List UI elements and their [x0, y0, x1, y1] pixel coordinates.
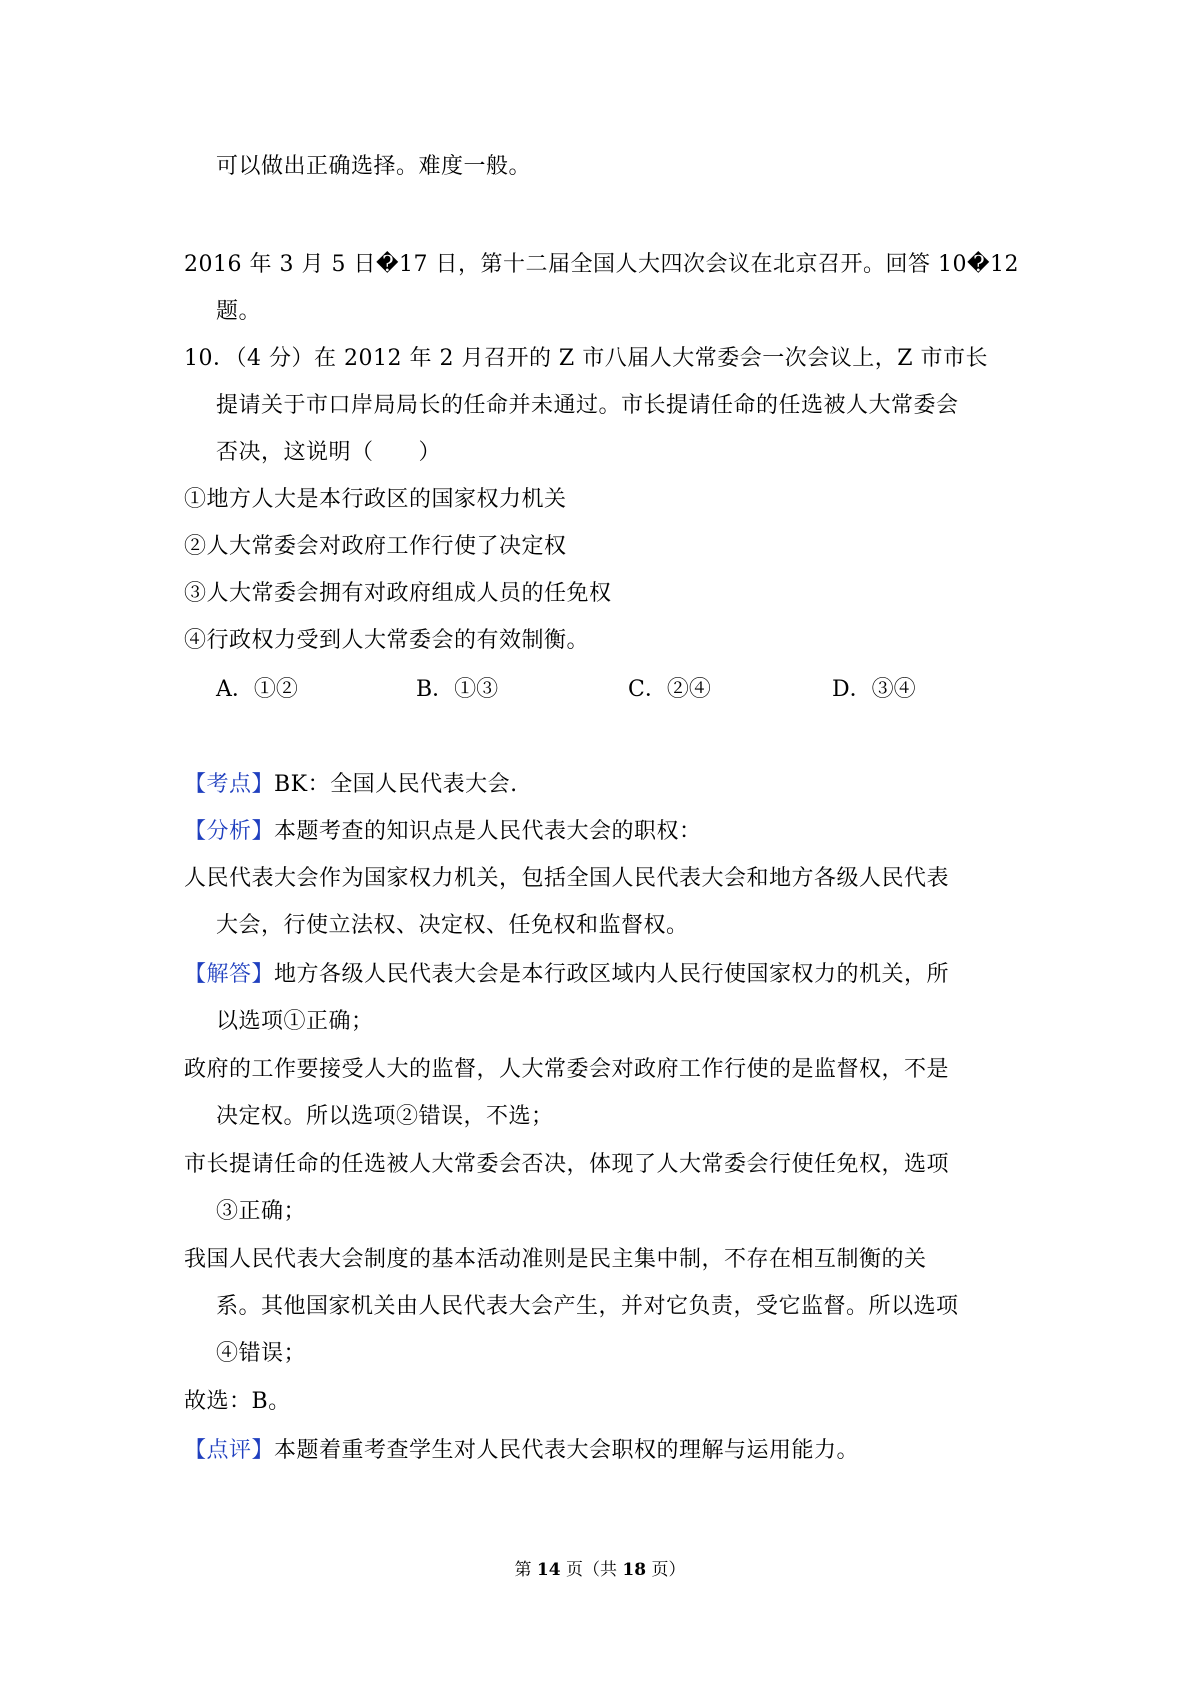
- footer-suffix: 页）: [651, 1560, 686, 1580]
- dianping-line: [184, 1436, 859, 1466]
- kaodian-text: BK：全国人民代表大会.: [274, 772, 518, 797]
- footer-total-pages: 18: [622, 1560, 647, 1580]
- final-answer: 故选：B。: [184, 1389, 291, 1414]
- statement-2: ②人大常委会对政府工作行使了决定权: [184, 534, 567, 559]
- dianping-tag: 【点评】: [184, 1438, 275, 1463]
- question-stem-line-3: 否决，这说明（ ）: [216, 440, 442, 465]
- jieda-text: 地方各级人民代表大会是本行政区域内人民行使国家权力的机关，所: [274, 962, 950, 987]
- jieda-tag: 【解答】: [184, 962, 275, 987]
- footer-middle: 页（共: [566, 1560, 617, 1580]
- jieda-paragraph-3-line-1: 市长提请任命的任选被人大常委会否决，体现了人大常委会行使任免权，选项: [184, 1152, 950, 1177]
- jieda-line: [184, 960, 949, 990]
- material-intro-line-2: 题。: [216, 299, 262, 324]
- statement-3: ③人大常委会拥有对政府组成人员的任免权: [184, 581, 612, 606]
- statement-1: ①地方人大是本行政区的国家权力机关: [184, 487, 567, 512]
- dianping-text: 本题着重考查学生对人民代表大会职权的理解与运用能力。: [274, 1438, 860, 1463]
- fenxi-tag: 【分析】: [184, 819, 275, 844]
- jieda-paragraph-4-line-1: 我国人民代表大会制度的基本活动准则是民主集中制，不存在相互制衡的关: [184, 1247, 927, 1272]
- kaodian-line: [184, 770, 518, 800]
- jieda-paragraph-2-line-1: 政府的工作要接受人大的监督，人大常委会对政府工作行使的是监督权，不是: [184, 1057, 950, 1082]
- statement-4: ④行政权力受到人大常委会的有效制衡。: [184, 628, 590, 653]
- kaodian-tag: 【考点】: [184, 772, 275, 797]
- jieda-line-2: 以选项①正确；: [216, 1009, 374, 1034]
- question-stem-line-1: 10．（4 分）在 2012 年 2 月召开的 Z 市八届人大常委会一次会议上，Z 市市长: [184, 346, 988, 371]
- jieda-paragraph-2-line-2: 决定权。所以选项②错误，不选；: [216, 1104, 554, 1129]
- fenxi-paragraph-line-1: 人民代表大会作为国家权力机关，包括全国人民代表大会和地方各级人民代表: [184, 866, 950, 891]
- footer-prefix: 第: [514, 1560, 532, 1580]
- jieda-paragraph-4-line-2: 系。其他国家机关由人民代表大会产生，并对它负责，受它监督。所以选项: [216, 1294, 959, 1319]
- footer-page-number: 14: [536, 1560, 561, 1580]
- option-d: D．③④: [832, 677, 916, 702]
- jieda-paragraph-3-line-2: ③正确；: [216, 1199, 307, 1224]
- page-footer: [0, 1558, 1200, 1582]
- fenxi-text: 本题考查的知识点是人民代表大会的职权：: [274, 819, 702, 844]
- jieda-paragraph-4-line-3: ④错误；: [216, 1341, 307, 1366]
- fenxi-paragraph-line-2: 大会，行使立法权、决定权、任免权和监督权。: [216, 913, 689, 938]
- option-c: C．②④: [628, 677, 711, 702]
- option-b: B．①③: [416, 677, 499, 702]
- fenxi-line: [184, 817, 702, 847]
- previous-explanation-tail: 可以做出正确选择。难度一般。: [216, 154, 532, 179]
- material-intro-line-1: 2016 年 3 月 5 日�17 日，第十二届全国人大四次会议在北京召开。回答 10�12: [184, 252, 1020, 277]
- option-a: A．①②: [216, 677, 298, 702]
- question-stem-line-2: 提请关于市口岸局局长的任命并未通过。市长提请任命的任选被人大常委会: [216, 393, 959, 418]
